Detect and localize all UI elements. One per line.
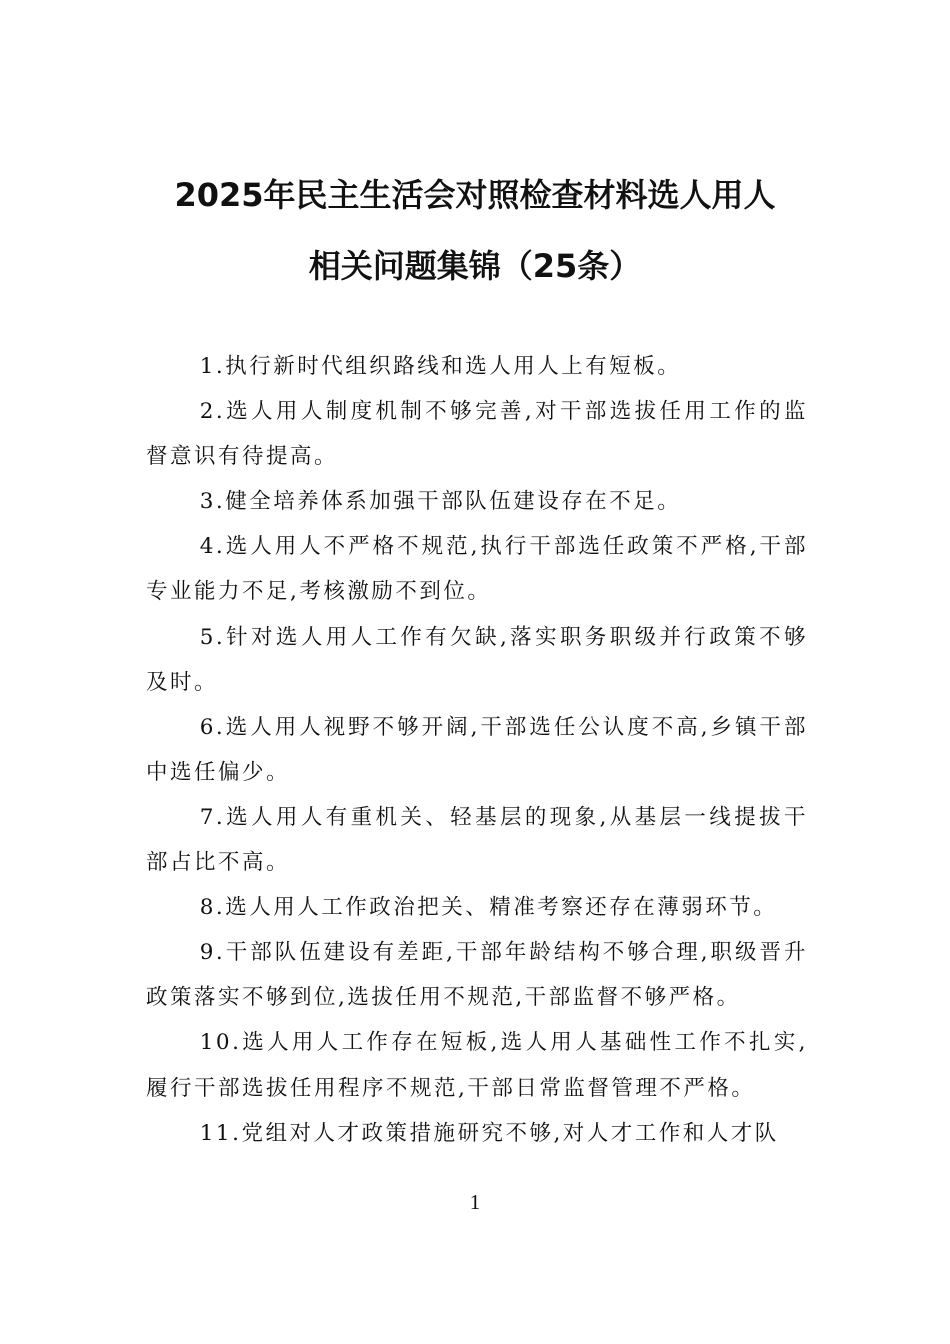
paragraph-1: 1.执行新时代组织路线和选人用人上有短板。 xyxy=(199,354,682,379)
paragraph-11: 11.党组对人才政策措施研究不够,对人才工作和人才队 xyxy=(199,1120,779,1146)
page-number: 1 xyxy=(469,1190,481,1214)
document-title-line-1: 2025年民主生活会对照检查材料选人用人 xyxy=(174,176,776,214)
paragraph-9: 9.干部队伍建设有差距,干部年龄结构不够合理,职级晋升政策落实不够到位,选拔任用不规范,干部监督不够严格。 xyxy=(146,940,808,1011)
paragraph-7: 7.选人用人有重机关、轻基层的现象,从基层一线提拔干部占比不高。 xyxy=(146,804,808,876)
paragraph-4: 4.选人用人不严格不规范,执行干部选任政策不严格,干部专业能力不足,考核激励不到位。 xyxy=(146,534,808,605)
document-title-line-2: 相关问题集锦（25条） xyxy=(308,247,642,285)
paragraph-10: 10.选人用人工作存在短板,选人用人基础性工作不扎实,履行干部选拔任用程序不规范,干部日常监督管理不严格。 xyxy=(146,1030,808,1101)
document-body xyxy=(146,344,808,1156)
paragraph-6: 6.选人用人视野不够开阔,干部选任公认度不高,乡镇干部中选任偏少。 xyxy=(146,714,808,785)
paragraph-8: 8.选人用人工作政治把关、精准考察还存在薄弱环节。 xyxy=(199,895,778,921)
paragraph-5: 5.针对选人用人工作有欠缺,落实职务职级并行政策不够及时。 xyxy=(146,624,808,695)
paragraph-3: 3.健全培养体系加强干部队伍建设存在不足。 xyxy=(199,489,682,515)
paragraph-2: 2.选人用人制度机制不够完善,对干部选拔任用工作的监督意识有待提高。 xyxy=(146,399,808,470)
